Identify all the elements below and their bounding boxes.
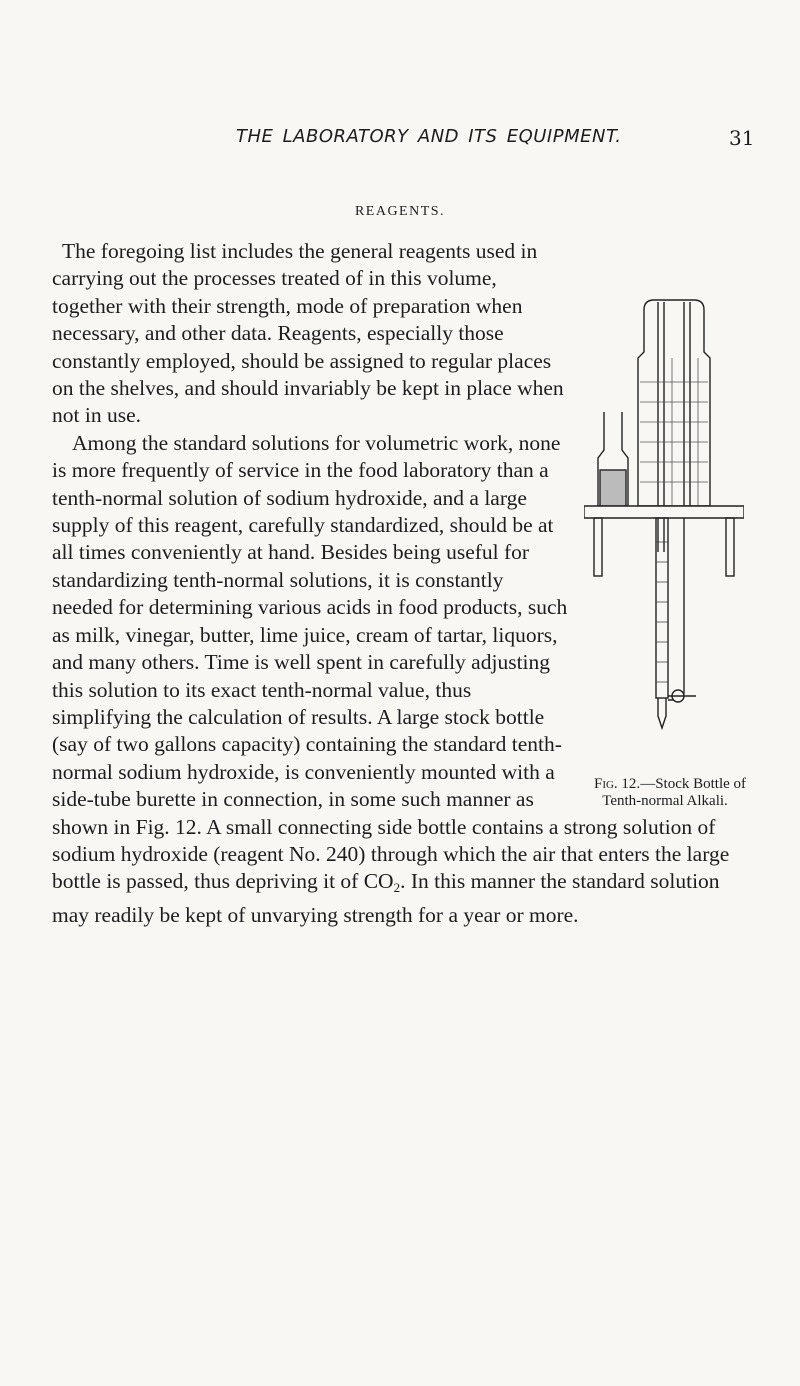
page-number: 31 xyxy=(729,126,755,150)
figure-12 xyxy=(576,292,748,810)
body-text xyxy=(52,238,748,929)
running-title: THE LABORATORY AND ITS EQUIPMENT. xyxy=(236,126,622,147)
co2-subscript: 2 xyxy=(393,880,401,896)
figure-label: Fig. 12. xyxy=(593,776,641,792)
stock-bottle xyxy=(638,300,710,506)
figure-caption-text: —Stock Bottle of Tenth-normal Alkali. xyxy=(602,776,747,809)
section-heading: REAGENTS. xyxy=(354,204,446,219)
running-head xyxy=(0,126,800,156)
paragraph-2-end: . In this manner the standard solution may readily be kept of unvarying strength for a year or more. xyxy=(52,869,720,927)
shelf xyxy=(584,506,744,518)
figure-caption xyxy=(580,776,750,810)
paragraph-2-text: Among the standard solutions for volumetric work, none is more frequently of service in the food laboratory than a tenth-normal solution of sodium hydroxide, and a large supply of this reagent, carefully standardized, should be at all times conveniently at hand. Besides being useful for standardizing tenth-normal solutions, it is constantly needed for determining various acids in food products, such as milk, vinegar, butter, lime juice, cream of tartar, liquors, and many others. Time is well spent in carefully adjusting this solution to its exact tenth-normal value, thus simplifying the calculation of results. A large stock bottle (say of two gallons capacity) containing the standard tenth-normal sodium hydroxide, is conveniently mounted with a side-tube burette in connection, in some such manner as shown in Fig. 12. A small connecting side bottle contains a strong solution of sodium hydroxide (reagent No. 240) through which the air that enters the large bottle is passed, thus depriving it of CO xyxy=(52,430,730,894)
paragraph-1-text: The foregoing list includes the general reagents used in carrying out the processes treated of in this volume, together with their strength, mode of preparation when necessary, and other data. Reagents, especially those constantly employed, should be assigned to regular places on the shelves, and should invariably be kept in place when not in use. xyxy=(52,239,564,428)
stock-bottle-illustration xyxy=(584,292,744,730)
